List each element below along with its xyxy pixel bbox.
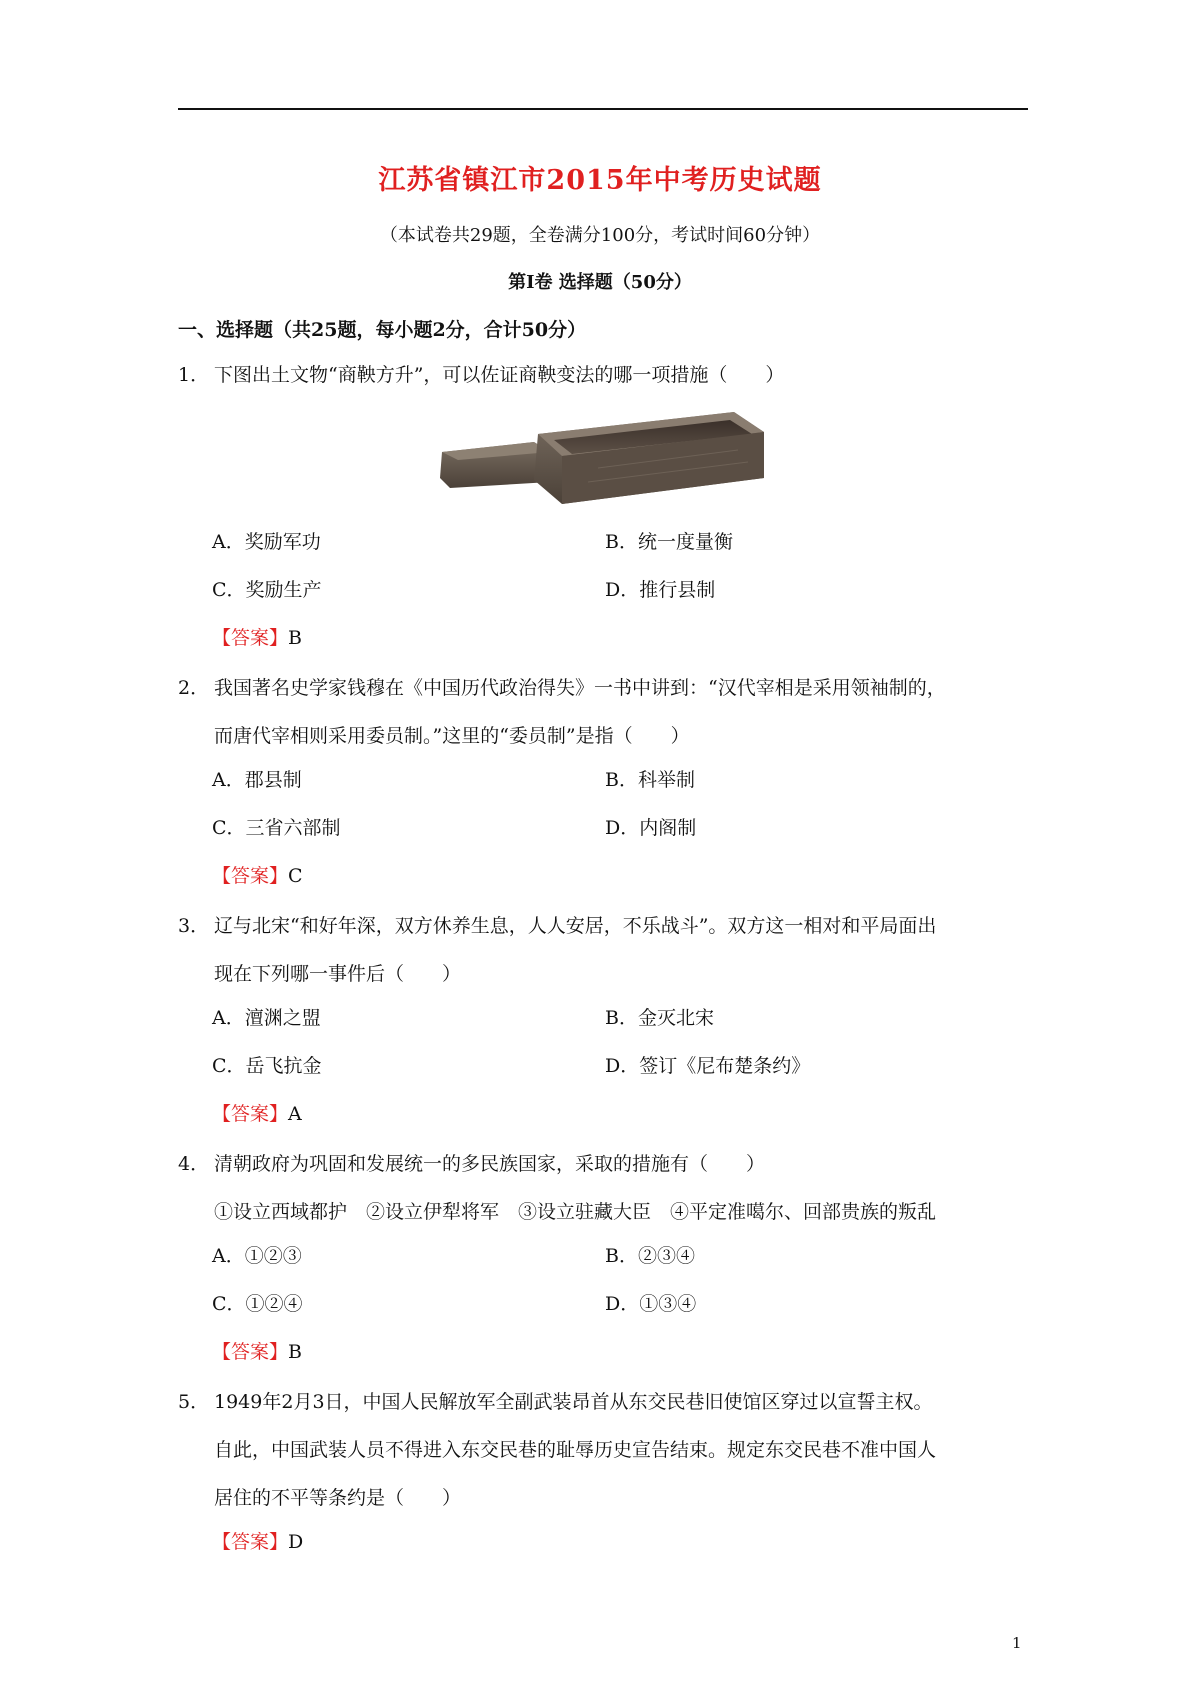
question-number: 1． <box>178 364 210 386</box>
option-b: B．②③④ <box>605 1245 695 1267</box>
question-statements: ①设立西域都护 ②设立伊犁将军 ③设立驻藏大臣 ④平定准噶尔、回部贵族的叛乱 <box>214 1201 937 1223</box>
exam-title: 江苏省镇江市2015年中考历史试题 <box>378 165 822 196</box>
question-text: 而唐代宰相则采用委员制。”这里的“委员制”是指（ ） <box>214 725 690 747</box>
option-a: A．澶渊之盟 <box>212 1007 321 1029</box>
exam-subtitle: （本试卷共29题，全卷满分100分，考试时间60分钟） <box>379 225 821 246</box>
answer-value: B <box>288 1341 302 1363</box>
option-c: C．三省六部制 <box>212 817 341 839</box>
question-number: 4． <box>178 1153 210 1175</box>
option-b: B．科举制 <box>605 769 695 791</box>
question-text: 1949年2月3日，中国人民解放军全副武装昂首从东交民巷旧使馆区穿过以宣誓主权。 <box>214 1391 933 1413</box>
page-number: 1 <box>1012 1634 1022 1652</box>
answer-label: 【答案】 <box>212 1103 289 1125</box>
answer-line <box>212 861 303 888</box>
option-a: A．①②③ <box>212 1245 302 1267</box>
question-number: 5． <box>178 1391 210 1413</box>
part-heading: 一、选择题（共25题，每小题2分，合计50分） <box>178 319 587 341</box>
question-text: 居住的不平等条约是（ ） <box>214 1487 462 1509</box>
answer-line <box>212 623 302 650</box>
answer-line <box>212 1527 303 1554</box>
section-heading: 第Ⅰ卷 选择题（50分） <box>508 272 692 293</box>
answer-line <box>212 1099 302 1126</box>
question-2 <box>178 664 1038 760</box>
answer-value: B <box>288 627 302 649</box>
option-b: B．金灭北宋 <box>605 1007 714 1029</box>
header-rule <box>178 108 1028 110</box>
option-d: D．①③④ <box>605 1293 697 1315</box>
option-c: C．①②④ <box>212 1293 303 1315</box>
answer-label: 【答案】 <box>212 1341 289 1363</box>
question-3 <box>178 902 1038 998</box>
question-text: 清朝政府为巩固和发展统一的多民族国家，采取的措施有（ ） <box>214 1153 766 1175</box>
question-4 <box>178 1140 1038 1236</box>
answer-value: D <box>288 1531 304 1553</box>
question-1 <box>178 351 1038 399</box>
option-d: D．签订《尼布楚条约》 <box>605 1055 811 1077</box>
question-number: 3． <box>178 915 210 937</box>
question-text: 我国著名史学家钱穆在《中国历代政治得失》一书中讲到：“汉代宰相是采用领袖制的， <box>214 677 946 699</box>
question-text: 下图出土文物“商鞅方升”，可以佐证商鞅变法的哪一项措施（ ） <box>214 364 785 386</box>
option-d: D．推行县制 <box>605 579 716 601</box>
shang-yang-fangsheng-image <box>438 408 768 506</box>
option-c: C．奖励生产 <box>212 579 322 601</box>
answer-label: 【答案】 <box>212 865 289 887</box>
answer-label: 【答案】 <box>212 627 289 649</box>
answer-value: A <box>288 1103 302 1125</box>
question-text: 自此，中国武装人员不得进入东交民巷的耻辱历史宣告结束。规定东交民巷不准中国人 <box>214 1439 937 1461</box>
option-d: D．内阁制 <box>605 817 697 839</box>
option-b: B．统一度量衡 <box>605 531 733 553</box>
answer-line <box>212 1337 302 1364</box>
option-c: C．岳飞抗金 <box>212 1055 322 1077</box>
question-text: 现在下列哪一事件后（ ） <box>214 963 462 985</box>
answer-label: 【答案】 <box>212 1531 289 1553</box>
question-5 <box>178 1378 1038 1522</box>
answer-value: C <box>288 865 303 887</box>
option-a: A．奖励军功 <box>212 531 321 553</box>
question-text: 辽与北宋“和好年深，双方休养生息，人人安居，不乐战斗”。双方这一相对和平局面出 <box>214 915 937 937</box>
option-a: A．郡县制 <box>212 769 302 791</box>
question-number: 2． <box>178 677 210 699</box>
